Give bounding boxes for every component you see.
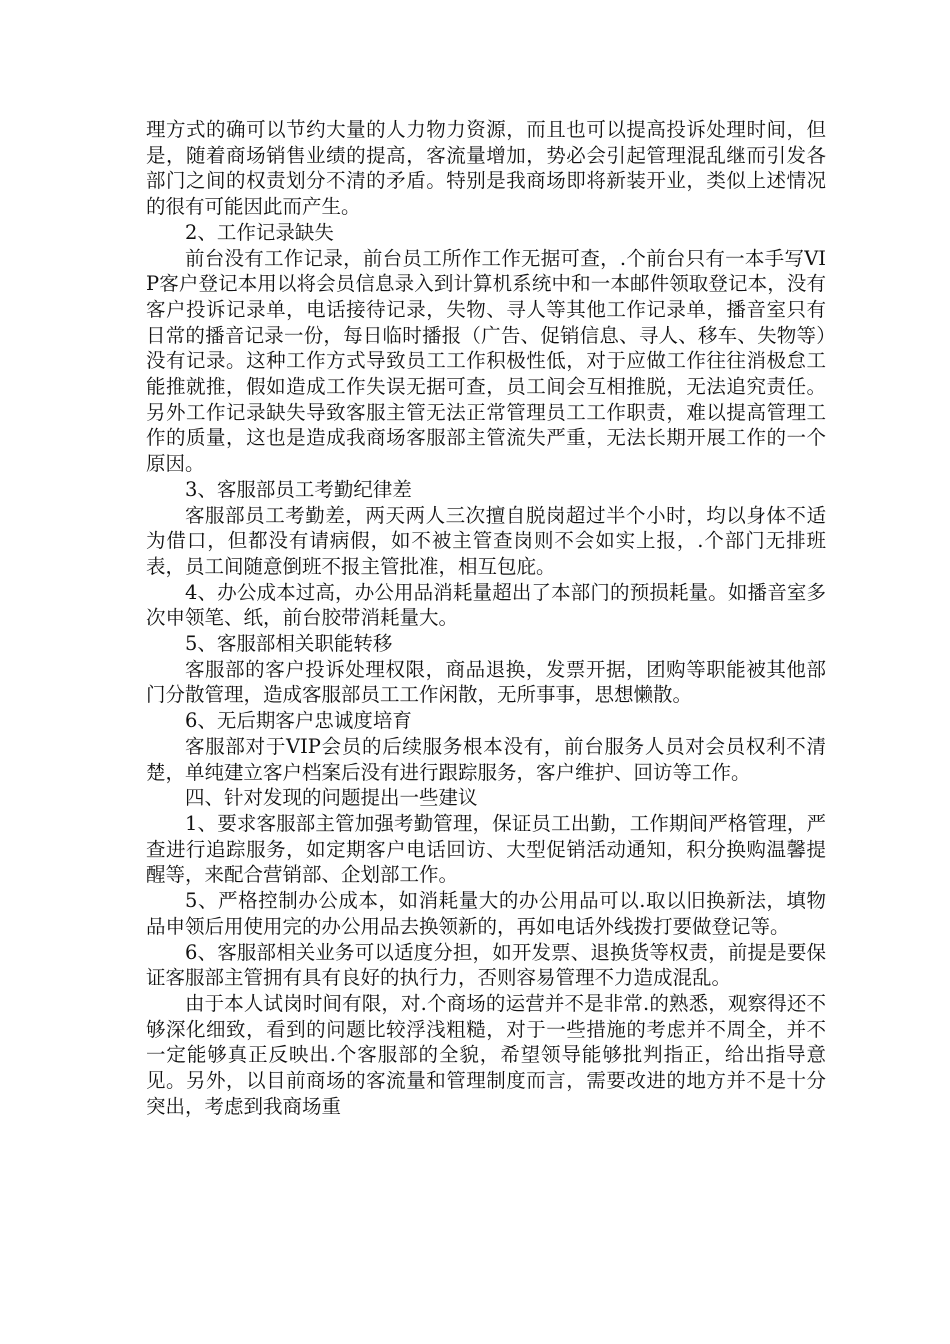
paragraph-continuation: 理方式的确可以节约大量的人力物力资源，而且也可以提高投诉处理时间，但是，随着商场销售业绩的提高，客流量增加，势必会引起管理混乱继而引发各部门之间的权责划分不清的矛盾。特别是我商场即将新装开业，类似上述情况的很有可能因此而产生。 (146, 118, 826, 219)
document-body (146, 117, 826, 1119)
paragraph-work-records: 前台没有工作记录，前台员工所作工作无据可查，.个前台只有一本手写VIP客户登记本用以将会员信息录入到计算机系统中和一本邮件领取登记本，没有客户投诉记录单，电话接待记录，失物、寻人等其他工作记录单，播音室只有日常的播音记录一份，每日临时播报（广告、促销信息、寻人、移车、失物等）没有记录。这种工作方式导致员工工作积极性低，对于应做工作往往消极怠工能推就推，假如造成工作失误无据可查，员工间会互相推脱，无法追究责任。另外工作记录缺失导致客服主管无法正常管理员工工作职责，难以提高管理工作的质量，这也是造成我商场客服部主管流失严重，无法长期开展工作的一个原因。 (146, 246, 826, 476)
section-heading-suggestions: 四、针对发现的问题提出一些建议 (185, 786, 478, 810)
section-heading-2: 2、工作记录缺失 (185, 220, 334, 244)
suggestion-5: 5、严格控制办公成本，如消耗量大的办公用品可以.取以旧换新法，填物品申领后用使用完的办公用品去换领新的，再如电话外线拨打要做登记等。 (146, 889, 826, 938)
paragraph-office-costs: 4、办公成本过高，办公用品消耗量超出了本部门的预损耗量。如播音室多次申领笔、纸，前台胶带消耗量大。 (146, 580, 826, 630)
suggestion-1: 1、要求客服部主管加强考勤管理，保证员工出勤，工作期间严格管理，严查进行追踪服务，如定期客户电话回访、大型促销活动通知，积分换购温馨提醒等，来配合营销部、企划部工作。 (146, 811, 826, 887)
paragraph-loyalty: 客服部对于VIP会员的后续服务根本没有，前台服务人员对会员权利不清楚，单纯建立客户档案后没有进行跟踪服务，客户维护、回访等工作。 (146, 734, 826, 784)
paragraph-conclusion: 由于本人试岗时间有限，对.个商场的运营并不是非常.的熟悉，观察得还不够深化细致，看到的问题比较浮浅粗糙，对于一些措施的考虑并不周全，并不一定能够真正反映出.个客服部的全貌，希望领导能够批判指正，给出指导意见。另外，以目前商场的客流量和管理制度而言，需要改进的地方并不是十分突出，考虑到我商场重 (146, 991, 826, 1118)
section-heading-6: 6、无后期客户忠诚度培育 (185, 709, 412, 733)
paragraph-attendance: 客服部员工考勤差，两天两人三次擅自脱岗超过半个小时，均以身体不适为借口，但都没有请病假，如不被主管查岗则不会如实上报，.个部门无排班表，员工间随意倒班不报主管批准，相互包庇。 (146, 503, 826, 578)
section-heading-5: 5、客服部相关职能转移 (185, 632, 393, 656)
suggestion-6: 6、客服部相关业务可以适度分担，如开发票、退换货等权责，前提是要保证客服部主管拥有具有良好的执行力，否则容易管理不力造成混乱。 (146, 940, 826, 990)
paragraph-functions-transfer: 客服部的客户投诉处理权限，商品退换，发票开据，团购等职能被其他部门分散管理，造成客服部员工工作闲散，无所事事，思想懒散。 (146, 657, 826, 707)
section-heading-3: 3、客服部员工考勤纪律差 (185, 477, 412, 501)
